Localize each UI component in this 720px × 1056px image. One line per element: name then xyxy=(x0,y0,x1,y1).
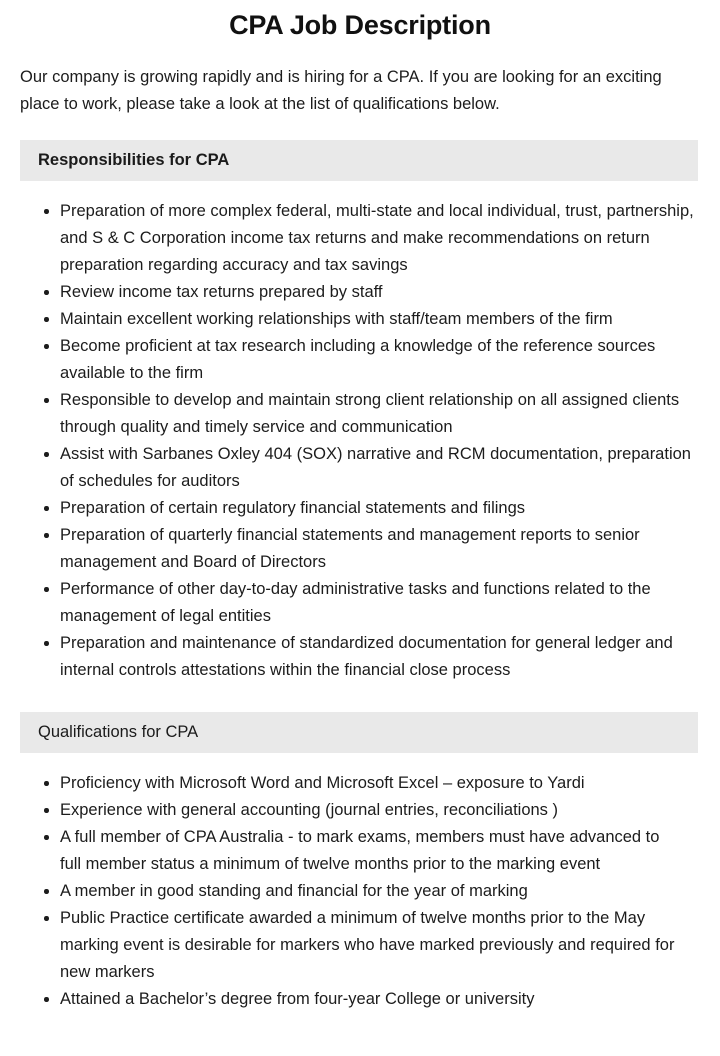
list-item: Experience with general accounting (journal entries, reconciliations ) xyxy=(44,797,680,824)
section-title-responsibilities: Responsibilities for CPA xyxy=(38,151,230,169)
section-header-qualifications xyxy=(20,712,698,753)
list-item: Proficiency with Microsoft Word and Microsoft Excel – exposure to Yardi xyxy=(44,770,680,797)
list-item: Preparation of quarterly financial statements and management reports to senior management and Board of Directors xyxy=(44,522,694,576)
list-item: Attained a Bachelor’s degree from four-year College or university xyxy=(44,986,680,1013)
list-item: Preparation and maintenance of standardized documentation for general ledger and internal controls attestations within the financial close process xyxy=(44,630,694,684)
list-item: Public Practice certificate awarded a minimum of twelve months prior to the May marking event is desirable for markers who have marked previously and required for new markers xyxy=(44,905,680,986)
list-item: Preparation of certain regulatory financial statements and filings xyxy=(44,495,694,522)
list-item: A member in good standing and financial for the year of marking xyxy=(44,878,680,905)
list-item: A full member of CPA Australia - to mark exams, members must have advanced to full member status a minimum of twelve months prior to the marking event xyxy=(44,824,680,878)
list-item: Responsible to develop and maintain strong client relationship on all assigned clients through quality and timely service and communication xyxy=(44,387,694,441)
list-item: Maintain excellent working relationships with staff/team members of the firm xyxy=(44,306,694,333)
section-header-responsibilities xyxy=(20,140,698,181)
section-title-qualifications: Qualifications for CPA xyxy=(38,723,199,741)
list-item: Assist with Sarbanes Oxley 404 (SOX) narrative and RCM documentation, preparation of schedules for auditors xyxy=(44,441,694,495)
list-item: Preparation of more complex federal, multi-state and local individual, trust, partnership, and S & C Corporation income tax returns and make recommendations on return preparation regarding accuracy and tax savings xyxy=(44,198,694,279)
list-item: Review income tax returns prepared by staff xyxy=(44,279,694,306)
list-item: Become proficient at tax research including a knowledge of the reference sources available to the firm xyxy=(44,333,694,387)
intro-paragraph: Our company is growing rapidly and is hiring for a CPA. If you are looking for an exciting place to work, please take a look at the list of qualifications below. xyxy=(20,68,662,113)
responsibilities-list xyxy=(0,181,720,684)
list-item: Performance of other day-to-day administrative tasks and functions related to the management of legal entities xyxy=(44,576,694,630)
qualifications-list xyxy=(0,753,720,1013)
page-title: CPA Job Description xyxy=(229,10,491,40)
